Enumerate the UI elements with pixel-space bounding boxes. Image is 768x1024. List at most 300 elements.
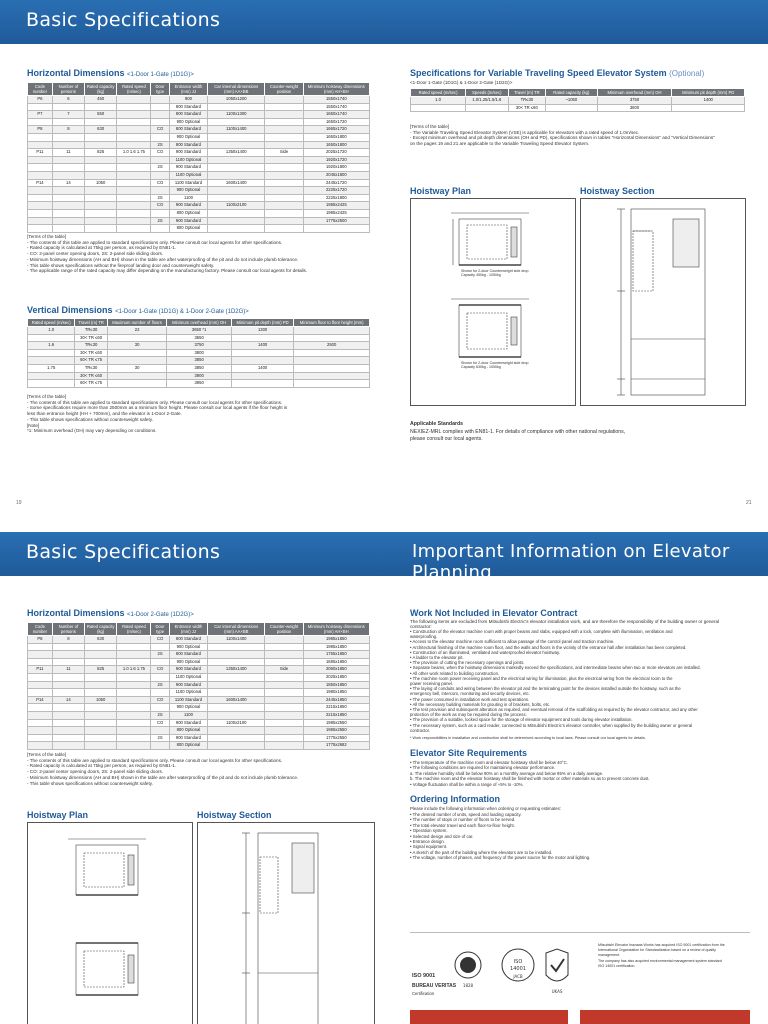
table-cell: 900 Standard bbox=[169, 681, 207, 689]
table-cell: 60< TR ≤75 bbox=[75, 357, 107, 365]
table-row bbox=[28, 643, 370, 651]
table-row bbox=[28, 141, 370, 149]
note-line: • The voltage, number of phases, and frequency of the power source for the motor and lighting. bbox=[410, 855, 591, 861]
table-cell: 1775x2500 bbox=[303, 217, 369, 225]
plan-caption-1: Shown for 2-door Counterweight side drop Capacity 450kg - 1050kg bbox=[461, 269, 529, 278]
table-row bbox=[28, 636, 370, 644]
table-cell: 2060x1850 bbox=[303, 666, 369, 674]
table-cell: 1.0/1.25/1.5/1.6 bbox=[466, 97, 509, 105]
table-cell: 800 Optional bbox=[169, 727, 207, 735]
table-cell bbox=[28, 643, 53, 651]
table-cell: 2215x1850 bbox=[303, 704, 369, 712]
table-row bbox=[411, 104, 745, 112]
table-row bbox=[28, 719, 370, 727]
note-line: [Note] bbox=[27, 422, 40, 428]
table-cell bbox=[672, 104, 745, 112]
table-cell bbox=[265, 141, 303, 149]
page-title-left: Basic Specifications bbox=[26, 9, 221, 31]
table-cell: 1050x1200 bbox=[208, 96, 265, 104]
table-cell: 800 Standard bbox=[169, 111, 207, 119]
cert-text-4: The company has also acquired environmental management system standard bbox=[598, 959, 722, 963]
table-cell bbox=[117, 133, 151, 141]
table-cell bbox=[231, 349, 293, 357]
table-cell bbox=[208, 704, 265, 712]
table-cell: 800 Standard bbox=[169, 126, 207, 134]
table-cell bbox=[117, 111, 151, 119]
table-cell: 900 Standard bbox=[169, 719, 207, 727]
column-header: Code number bbox=[28, 83, 53, 96]
note-line: - CO: 2-panel center opening doors, 2S: 2-panel side sliding doors. bbox=[27, 769, 164, 775]
note-line: • The test provision and subsequent alteration as required, and eventual removal of the scaffolding as required by the elevator contractor, and any other bbox=[410, 707, 698, 713]
table-cell bbox=[151, 658, 169, 666]
applicable-standards-title: Applicable Standards bbox=[410, 421, 464, 427]
table-cell: 800 Standard bbox=[169, 651, 207, 659]
table-cell bbox=[52, 225, 84, 233]
table-row bbox=[28, 734, 370, 742]
table-cell bbox=[117, 711, 151, 719]
table-cell bbox=[28, 202, 53, 210]
table-cell: 1100x1400 bbox=[208, 126, 265, 134]
table-cell bbox=[208, 643, 265, 651]
note-line: • Access to the elevator machine room sufficient to allow passage of the control panel and traction machine. bbox=[410, 639, 615, 645]
column-header: Minimum hoistway dimensions (mm) AH×BH bbox=[303, 623, 369, 636]
table-cell bbox=[107, 349, 167, 357]
applicable-standards-text-2: please consult our local agents. bbox=[410, 436, 483, 442]
table-cell: 900 Standard bbox=[169, 734, 207, 742]
column-header: Entrance width (mm) JJ bbox=[169, 83, 207, 96]
table-cell: 2S bbox=[151, 141, 169, 149]
table-cell: 1100 bbox=[169, 194, 207, 202]
table-row bbox=[28, 179, 370, 187]
table-cell bbox=[294, 349, 370, 357]
table-cell bbox=[84, 681, 117, 689]
iso9001-box: ISO 9001 BUREAU VERITAS Certification 1828 bbox=[410, 943, 482, 999]
table-cell bbox=[84, 141, 117, 149]
table-cell bbox=[265, 111, 303, 119]
table-cell bbox=[28, 742, 53, 750]
table-row bbox=[28, 171, 370, 179]
table-row bbox=[28, 126, 370, 134]
table-cell bbox=[52, 171, 84, 179]
table-cell bbox=[84, 689, 117, 697]
table-cell bbox=[84, 164, 117, 172]
vertical-table-notes bbox=[27, 394, 287, 434]
table-row bbox=[28, 327, 370, 335]
table-cell: 2445x1850 bbox=[303, 696, 369, 704]
table-cell: 2445x1720 bbox=[303, 179, 369, 187]
table-row bbox=[28, 103, 370, 111]
table-cell: 2025x1720 bbox=[303, 149, 369, 157]
note-line: - Except minimum overhead and pit depth dimensions (OH and PD), specifications shown in tables "Horizontal Dimensions" and "Vertical Dimensions" bbox=[410, 135, 715, 141]
table-cell bbox=[52, 673, 84, 681]
table-cell: 550 bbox=[84, 111, 117, 119]
table-cell bbox=[84, 202, 117, 210]
spread-bottom bbox=[0, 532, 768, 1024]
table-cell bbox=[52, 103, 84, 111]
table-cell: CO bbox=[151, 636, 169, 644]
table-cell: 1350x1400 bbox=[208, 666, 265, 674]
table-cell: 1300 bbox=[231, 327, 293, 335]
table-cell bbox=[28, 217, 53, 225]
table-cell bbox=[28, 689, 53, 697]
table-cell: 2S bbox=[151, 711, 169, 719]
table-cell bbox=[265, 636, 303, 644]
note-line: • The provision of cutting the necessary openings and joints. bbox=[410, 660, 525, 666]
table-cell bbox=[546, 104, 597, 112]
table-cell bbox=[117, 658, 151, 666]
table-cell bbox=[28, 334, 75, 342]
table-row bbox=[28, 111, 370, 119]
table-cell: 900 Optional bbox=[169, 658, 207, 666]
column-header: Door type bbox=[151, 623, 169, 636]
table-cell: 1665x1720 bbox=[303, 126, 369, 134]
table-cell bbox=[52, 156, 84, 164]
table-cell: Side bbox=[265, 666, 303, 674]
table-cell: 8 bbox=[52, 636, 84, 644]
table-cell: CO bbox=[151, 719, 169, 727]
column-header: Minimum pit depth (mm) PD bbox=[231, 319, 293, 327]
table-cell: 7 bbox=[52, 111, 84, 119]
svg-text:14001: 14001 bbox=[510, 966, 526, 972]
table-cell bbox=[28, 209, 53, 217]
table-cell: 1.0 1.6 1.75 bbox=[117, 149, 151, 157]
table-cell bbox=[28, 156, 53, 164]
note-line: - This table shows specifications without counterweight safety. bbox=[27, 780, 153, 786]
table-cell bbox=[117, 141, 151, 149]
table-cell bbox=[265, 96, 303, 104]
table-cell bbox=[208, 164, 265, 172]
table-cell: 3750 bbox=[597, 97, 672, 105]
svg-text:1828: 1828 bbox=[462, 983, 474, 988]
table-cell bbox=[265, 225, 303, 233]
table-cell bbox=[294, 334, 370, 342]
page-number-left: 19 bbox=[16, 500, 22, 506]
table-cell bbox=[208, 651, 265, 659]
table-row bbox=[28, 156, 370, 164]
table-cell: 30< TR ≤60 bbox=[508, 104, 546, 112]
cert-card-strip-left bbox=[410, 1010, 568, 1024]
table-cell bbox=[117, 696, 151, 704]
table-cell bbox=[28, 658, 53, 666]
table-row bbox=[28, 133, 370, 141]
table-cell bbox=[52, 742, 84, 750]
table-cell: 900 Standard bbox=[169, 202, 207, 210]
table-cell: 2S bbox=[151, 194, 169, 202]
table-cell bbox=[28, 673, 53, 681]
note-line: - Rated capacity is calculated at 75kg per person, as required by EN81-1. bbox=[27, 763, 177, 769]
table-row bbox=[28, 380, 370, 388]
table-cell bbox=[294, 372, 370, 380]
column-header: Door type bbox=[151, 83, 169, 96]
work-items bbox=[410, 629, 701, 733]
table-cell: 1100 Optional bbox=[169, 156, 207, 164]
table-cell bbox=[265, 696, 303, 704]
table-cell: CO bbox=[151, 149, 169, 157]
note-line: • A ladder to the elevator pit. bbox=[410, 655, 464, 661]
table-cell bbox=[208, 727, 265, 735]
table-cell bbox=[208, 742, 265, 750]
table-cell: P7 bbox=[28, 111, 53, 119]
note-line: - Some specifications require more than 2500mm as a minimum floor height. Please consult our local agents if the floor height is bbox=[27, 405, 288, 411]
table-cell bbox=[265, 164, 303, 172]
table-cell bbox=[151, 689, 169, 697]
table-cell bbox=[28, 187, 53, 195]
column-header: Rated capacity (kg) bbox=[84, 623, 117, 636]
table-cell bbox=[151, 187, 169, 195]
table-cell bbox=[52, 689, 84, 697]
table-cell: 1100 Optional bbox=[169, 673, 207, 681]
table-cell bbox=[208, 217, 265, 225]
table-cell: 3800 bbox=[167, 349, 232, 357]
bottom-plan-drawing bbox=[27, 822, 193, 1024]
table-cell bbox=[28, 727, 53, 735]
note-line: • The desired number of units, speed and loading capacity. bbox=[410, 812, 522, 817]
bottom-title-right: Important Information on Elevator Planning bbox=[412, 541, 730, 583]
table-cell bbox=[151, 103, 169, 111]
table-cell: 800 Optional bbox=[169, 209, 207, 217]
table-cell bbox=[52, 164, 84, 172]
table-cell: 22 bbox=[107, 327, 167, 335]
vertical-dimensions-heading: Vertical Dimensions <1-Door 1-Gate (1D1G) & 1-Door 2-Gate (1D2G)> bbox=[27, 305, 249, 315]
table-cell bbox=[52, 141, 84, 149]
table-cell bbox=[107, 357, 167, 365]
bottom-horizontal-notes bbox=[27, 752, 298, 786]
vts-heading: Specifications for Variable Traveling Speed Elevator System (Optional) bbox=[410, 68, 705, 78]
table-cell: 800 Standard bbox=[169, 141, 207, 149]
table-cell: 6 bbox=[52, 96, 84, 104]
table-row bbox=[28, 711, 370, 719]
header-band-bottom bbox=[0, 532, 768, 583]
table-cell bbox=[84, 727, 117, 735]
svg-text:JACB: JACB bbox=[513, 974, 523, 979]
table-cell: P11 bbox=[28, 666, 53, 674]
cert-text-3: management. bbox=[598, 953, 620, 957]
note-line: - This table shows specifications without the fireproof landing door and counterweight safety. bbox=[27, 262, 215, 268]
table-cell bbox=[231, 357, 293, 365]
table-cell bbox=[117, 118, 151, 126]
table-cell bbox=[151, 225, 169, 233]
bottom-section-drawing bbox=[197, 822, 375, 1024]
table-cell bbox=[151, 133, 169, 141]
bottom-section-svg bbox=[198, 823, 376, 1024]
table-cell bbox=[265, 643, 303, 651]
column-header: Code number bbox=[28, 623, 53, 636]
table-row bbox=[28, 658, 370, 666]
table-cell: 1985x1850 bbox=[303, 636, 369, 644]
table-cell: 1920x1720 bbox=[303, 156, 369, 164]
table-cell bbox=[52, 643, 84, 651]
table-cell bbox=[28, 711, 53, 719]
table-cell: 1.0 1.6 1.75 bbox=[117, 666, 151, 674]
note-line: • The machine room power receiving panel and the electrical wiring for illumination, plus the electrical wiring from the electrical room to the bbox=[410, 675, 673, 681]
table-cell bbox=[265, 126, 303, 134]
table-cell: 900 Standard bbox=[169, 164, 207, 172]
table-cell: 800 Standard bbox=[169, 103, 207, 111]
table-cell bbox=[265, 118, 303, 126]
table-cell bbox=[294, 380, 370, 388]
note-line: • The laying of conduits and wiring between the elevator pit and the terminating point for the devices installed outside the hoistway, such as the bbox=[410, 686, 681, 692]
work-intro-2: contractor: bbox=[410, 624, 432, 629]
table-cell: 2S bbox=[151, 681, 169, 689]
table-cell bbox=[28, 194, 53, 202]
note-line: • All other work related to building construction. bbox=[410, 670, 500, 676]
table-cell: 1985x2425 bbox=[303, 209, 369, 217]
table-cell: 2225x1720 bbox=[303, 187, 369, 195]
table-cell bbox=[117, 225, 151, 233]
table-cell bbox=[28, 133, 53, 141]
table-cell bbox=[265, 719, 303, 727]
table-cell bbox=[52, 719, 84, 727]
table-cell: 450 bbox=[84, 96, 117, 104]
table-cell bbox=[28, 357, 75, 365]
table-cell: 800 Optional bbox=[169, 742, 207, 750]
site-requirements-items bbox=[410, 760, 649, 787]
table-row bbox=[28, 349, 370, 357]
table-cell bbox=[52, 711, 84, 719]
table-cell: 2S bbox=[151, 651, 169, 659]
table-cell: 3900 bbox=[167, 372, 232, 380]
table-cell: 8 bbox=[52, 126, 84, 134]
table-cell: P8 bbox=[28, 126, 53, 134]
note-line: • Architectural finishing of the machine room floor, and the walls and floors in the vicinity of the entrance hall after installation has been completed. bbox=[410, 644, 687, 650]
table-cell bbox=[107, 380, 167, 388]
cert-card-strip-right bbox=[580, 1010, 750, 1024]
table-cell bbox=[117, 643, 151, 651]
bureau-veritas-seal-icon bbox=[454, 947, 482, 991]
ukas-logo-icon bbox=[542, 947, 572, 997]
column-header: Speeds (m/sec) bbox=[466, 89, 509, 97]
note-line: • Separate beams, when the hoistway dimensions markedly exceed the specifications, and intermediate beams when two or more elevators are installed. bbox=[410, 665, 701, 671]
ordering-items bbox=[410, 812, 590, 861]
table-cell bbox=[117, 651, 151, 659]
table-cell bbox=[208, 209, 265, 217]
note-line: - This table shows specifications without counterweight safety. bbox=[27, 416, 153, 422]
column-header: Travel (m) TR bbox=[508, 89, 546, 97]
table-cell bbox=[52, 118, 84, 126]
table-row bbox=[28, 342, 370, 350]
cert-text-1: Mitsubishi Elevator Inazawa Works has acquired ISO 9001 certification from the bbox=[598, 943, 725, 947]
table-cell bbox=[151, 704, 169, 712]
table-cell: CO bbox=[151, 126, 169, 134]
table-cell bbox=[265, 103, 303, 111]
table-cell: 1755x1850 bbox=[303, 651, 369, 659]
notes-title: [Terms of the table] bbox=[27, 752, 67, 757]
table-cell bbox=[265, 727, 303, 735]
table-cell: 1550x1740 bbox=[303, 96, 369, 104]
table-cell: 800 Optional bbox=[169, 225, 207, 233]
table-cell bbox=[28, 103, 53, 111]
work-footnote: * Work responsibilities in installation and construction shall be determined according to local laws. Please consult our local agents for details. bbox=[410, 736, 646, 740]
table-cell: P6 bbox=[28, 96, 53, 104]
header-band-top bbox=[0, 0, 768, 44]
table-cell: 3850 bbox=[167, 357, 232, 365]
table-cell bbox=[265, 734, 303, 742]
horizontal-dimensions-table bbox=[27, 82, 370, 233]
note-line: - The contents of this table are applied to standard specifications only. Please consult our local agents for other specifications. bbox=[27, 757, 283, 763]
notes-title: [Terms of the table] bbox=[27, 394, 67, 399]
cert-text-2: International Organization for Standardization based on a review of quality bbox=[598, 948, 716, 952]
table-cell: 1650x1800 bbox=[303, 141, 369, 149]
table-cell: 14 bbox=[52, 696, 84, 704]
table-row bbox=[28, 372, 370, 380]
table-cell bbox=[208, 225, 265, 233]
table-cell bbox=[84, 711, 117, 719]
table-cell: CO bbox=[151, 202, 169, 210]
table-cell: 1050 bbox=[84, 179, 117, 187]
table-cell bbox=[303, 225, 369, 233]
table-cell bbox=[208, 711, 265, 719]
table-cell bbox=[117, 636, 151, 644]
table-cell bbox=[294, 364, 370, 372]
table-cell bbox=[265, 681, 303, 689]
table-cell: 1600x1400 bbox=[208, 696, 265, 704]
table-cell: 1920x1800 bbox=[303, 164, 369, 172]
note-line: • The number of stops or number of floors to be served. bbox=[410, 817, 516, 823]
bottom-hoistway-plan-heading: Hoistway Plan bbox=[27, 810, 89, 820]
table-cell: 1050 bbox=[84, 696, 117, 704]
table-cell: 900 Optional bbox=[169, 118, 207, 126]
table-cell bbox=[151, 643, 169, 651]
table-cell bbox=[265, 651, 303, 659]
table-cell: 900 Optional bbox=[169, 187, 207, 195]
table-cell bbox=[52, 209, 84, 217]
table-row bbox=[28, 666, 370, 674]
table-cell: CO bbox=[151, 179, 169, 187]
horizontal-table-notes bbox=[27, 234, 307, 274]
table-row bbox=[28, 209, 370, 217]
table-cell bbox=[84, 651, 117, 659]
table-cell: 1650x1800 bbox=[303, 133, 369, 141]
table-cell bbox=[84, 133, 117, 141]
ordering-intro: Please include the following information when ordering or requesting estimates: bbox=[410, 806, 561, 811]
table-cell: 1985x1850 bbox=[303, 643, 369, 651]
notes-title: [Terms of the table] bbox=[410, 124, 450, 129]
table-cell: Side bbox=[265, 149, 303, 157]
table-cell bbox=[52, 187, 84, 195]
table-cell: P14 bbox=[28, 696, 53, 704]
table-cell bbox=[84, 187, 117, 195]
table-cell: 1100x1400 bbox=[208, 636, 265, 644]
table-cell: P14 bbox=[28, 179, 53, 187]
table-cell bbox=[28, 719, 53, 727]
table-cell: 1.6 bbox=[28, 342, 75, 350]
column-header: Entrance width (mm) JJ bbox=[169, 623, 207, 636]
note-line: power receiving panel. bbox=[410, 681, 453, 687]
table-cell bbox=[208, 141, 265, 149]
note-line: • The temperature of the machine room and elevator hoistway shall be below 40°C. bbox=[410, 760, 568, 765]
table-cell: 1775x2682 bbox=[303, 742, 369, 750]
table-cell bbox=[117, 673, 151, 681]
table-cell: 900 Optional bbox=[169, 704, 207, 712]
table-cell: 30< TR ≤60 bbox=[75, 372, 107, 380]
table-cell: 1100 bbox=[169, 711, 207, 719]
table-cell bbox=[84, 673, 117, 681]
table-cell: 30< TR ≤60 bbox=[75, 334, 107, 342]
table-cell bbox=[117, 217, 151, 225]
table-cell bbox=[117, 727, 151, 735]
note-line: - CO: 2-panel center opening doors, 2S: 2-panel side sliding doors. bbox=[27, 251, 164, 257]
table-cell bbox=[52, 727, 84, 735]
note-line: - The applicable range of the rated capacity may differ depending on the manufacturing factory. Please consult our local agents for details. bbox=[27, 268, 308, 274]
table-cell: 1550x1740 bbox=[303, 103, 369, 111]
table-cell bbox=[28, 734, 53, 742]
table-cell bbox=[84, 742, 117, 750]
column-header: Rated capacity (kg) bbox=[84, 83, 117, 96]
table-cell: 900 Optional bbox=[169, 133, 207, 141]
table-cell bbox=[208, 689, 265, 697]
table-row bbox=[28, 727, 370, 735]
work-intro-1: The following items are excluded from Mitsubishi Electric's elevator installation work, and are therefore the responsibility of the building owner or general bbox=[410, 619, 720, 624]
